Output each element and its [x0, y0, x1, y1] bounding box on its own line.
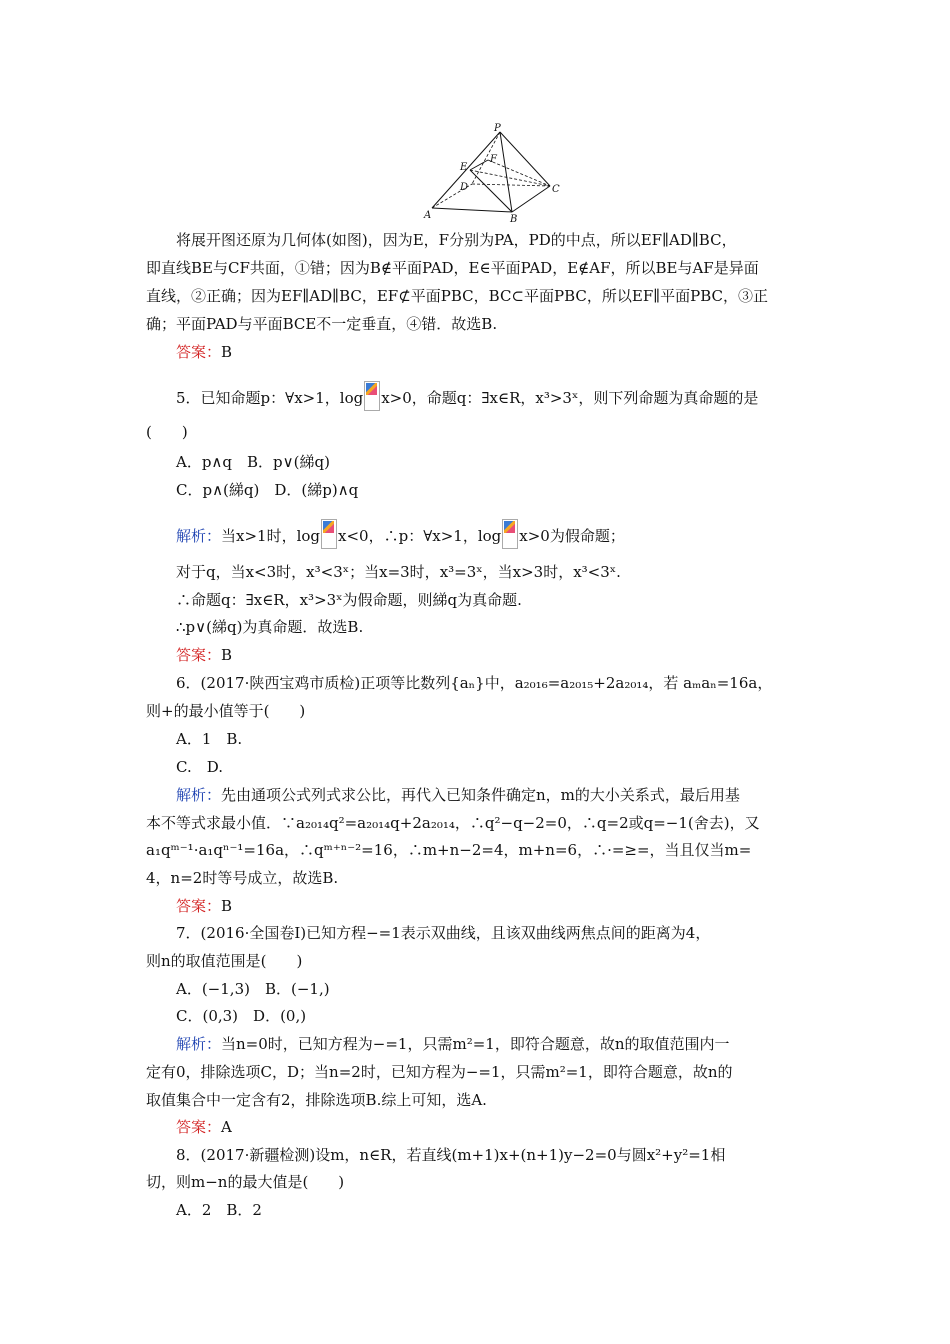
- q5-sol-a: 当x>1时，log: [221, 527, 321, 545]
- question-8-line-1: 8．(2017·新疆检测)设m，n∈R，若直线(m+1)x+(n+1)y−2=0与圆x²+y²=1相: [176, 1146, 726, 1164]
- label-b: B: [510, 214, 518, 222]
- formula-image-icon: [364, 381, 380, 411]
- formula-image-icon: [321, 519, 337, 549]
- answer-7: [176, 1117, 232, 1137]
- answer-value: A: [221, 1118, 232, 1136]
- answer-label: 答案：: [176, 343, 222, 361]
- question-8-line-2: 切，则m−n的最大值是( ): [146, 1173, 345, 1191]
- q5-sol-c: x>0为假命题；: [519, 527, 625, 545]
- q5-text-a: 5．已知命题p：∀x>1，log: [176, 389, 364, 407]
- solution-line-4: 确；平面PAD与平面BCE不一定垂直，④错．故选B.: [146, 315, 498, 333]
- q5-solution-4: ∴p∨(綈q)为真命题．故选B.: [176, 618, 364, 636]
- label-f: F: [490, 154, 497, 165]
- label-a: A: [424, 210, 432, 221]
- q6-solution-4: 4，n=2时等号成立，故选B.: [146, 869, 339, 887]
- pyramid-figure: [420, 122, 570, 222]
- label-c: C: [552, 184, 560, 195]
- q7-options-ab: A．(−1,3) B．(−1,): [176, 980, 330, 998]
- q7-solution-2: 定有0，排除选项C，D；当n=2时，已知方程为−=1，只需m²=1，即符合题意，故n的: [146, 1063, 733, 1081]
- answer-6: [176, 896, 232, 916]
- q7-sol-text: 当n=0时，已知方程为−=1，只需m²=1，即符合题意，故n的取值范围内一: [221, 1035, 730, 1053]
- solution-label: 解析：: [176, 1035, 222, 1053]
- q5-options-cd: C．p∧(綈q) D．(綈p)∧q: [176, 481, 359, 499]
- q6-sol-text: 先由通项公式列式求公比，再代入已知条件确定n，m的大小关系式，最后用基: [221, 786, 740, 804]
- answer-5: [176, 645, 232, 665]
- answer-value: B: [221, 646, 233, 664]
- label-d: D: [460, 182, 469, 193]
- answer-value: B: [221, 897, 233, 915]
- question-5: [176, 381, 758, 411]
- label-p: P: [494, 123, 501, 134]
- q7-solution-1: [176, 1034, 729, 1054]
- q7-options-cd: C．(0,3) D．(0,): [176, 1007, 307, 1025]
- formula-image-icon: [502, 519, 518, 549]
- answer-value: B: [221, 343, 233, 361]
- q6-solution-1: [176, 785, 740, 805]
- question-7-line-2: 则n的取值范围是( ): [146, 952, 303, 970]
- q5-options-ab: A．p∧q B．p∨(綈q): [176, 453, 330, 471]
- question-6-line-2: 则+的最小值等于( ): [146, 702, 306, 720]
- solution-line-3: 直线，②正确；因为EF∥AD∥BC，EF⊄平面PBC，BC⊂平面PBC，所以EF∥平面PBC，③正: [146, 287, 769, 305]
- label-e: E: [460, 162, 468, 173]
- answer-label: 答案：: [176, 646, 222, 664]
- q6-options-ab: A．1 B.: [176, 730, 243, 748]
- q6-solution-3: a₁qᵐ⁻¹·a₁qⁿ⁻¹=16a，∴qᵐ⁺ⁿ⁻²=16，∴m+n−2=4，m+n=6，∴·=≥=，当且仅当m=: [146, 841, 752, 859]
- solution-label: 解析：: [176, 786, 222, 804]
- solution-label: 解析：: [176, 527, 222, 545]
- pyramid-diagram-icon: [420, 122, 570, 222]
- solution-line-2: 即直线BE与CF共面，①错；因为B∉平面PAD，E∈平面PAD，E∉AF，所以BE与AF是异面: [146, 259, 759, 277]
- q5-paren: ( ): [146, 423, 188, 441]
- question-7-line-1: 7．(2016·全国卷Ⅰ)已知方程−=1表示双曲线，且该双曲线两焦点间的距离为4，: [176, 924, 711, 942]
- q6-solution-2: 本不等式求最小值．∵a₂₀₁₄q²=a₂₀₁₄q+2a₂₀₁₄，∴q²−q−2=0，∴q=2或q=−1(舍去)，又: [146, 814, 760, 832]
- answer-label: 答案：: [176, 1118, 222, 1136]
- answer-label: 答案：: [176, 897, 222, 915]
- solution-line-1: 将展开图还原为几何体(如图)，因为E，F分别为PA，PD的中点，所以EF∥AD∥BC，: [176, 231, 737, 249]
- q5-solution-2: 对于q，当x<3时，x³<3ˣ；当x=3时，x³=3ˣ，当x>3时，x³<3ˣ.: [176, 563, 621, 581]
- q7-solution-3: 取值集合中一定含有2，排除选项B.综上可知，选A.: [146, 1091, 487, 1109]
- q5-sol-b: x<0，∴p：∀x>1，log: [338, 527, 502, 545]
- q5-solution-1: [176, 519, 625, 549]
- q5-solution-3: ∴命题q：∃x∈R，x³>3ˣ为假命题，则綈q为真命题.: [176, 591, 522, 609]
- q6-options-cd: C. D.: [176, 758, 223, 776]
- q5-text-b: x>0，命题q：∃x∈R，x³>3ˣ，则下列命题为真命题的是: [381, 389, 759, 407]
- answer-4: [176, 342, 232, 362]
- question-6-line-1: 6．(2017·陕西宝鸡市质检)正项等比数列{aₙ}中，a₂₀₁₆=a₂₀₁₅+2a₂₀₁₄，若 aₘaₙ=16a，: [176, 674, 773, 692]
- q8-options-ab: A．2 B．2: [176, 1201, 262, 1219]
